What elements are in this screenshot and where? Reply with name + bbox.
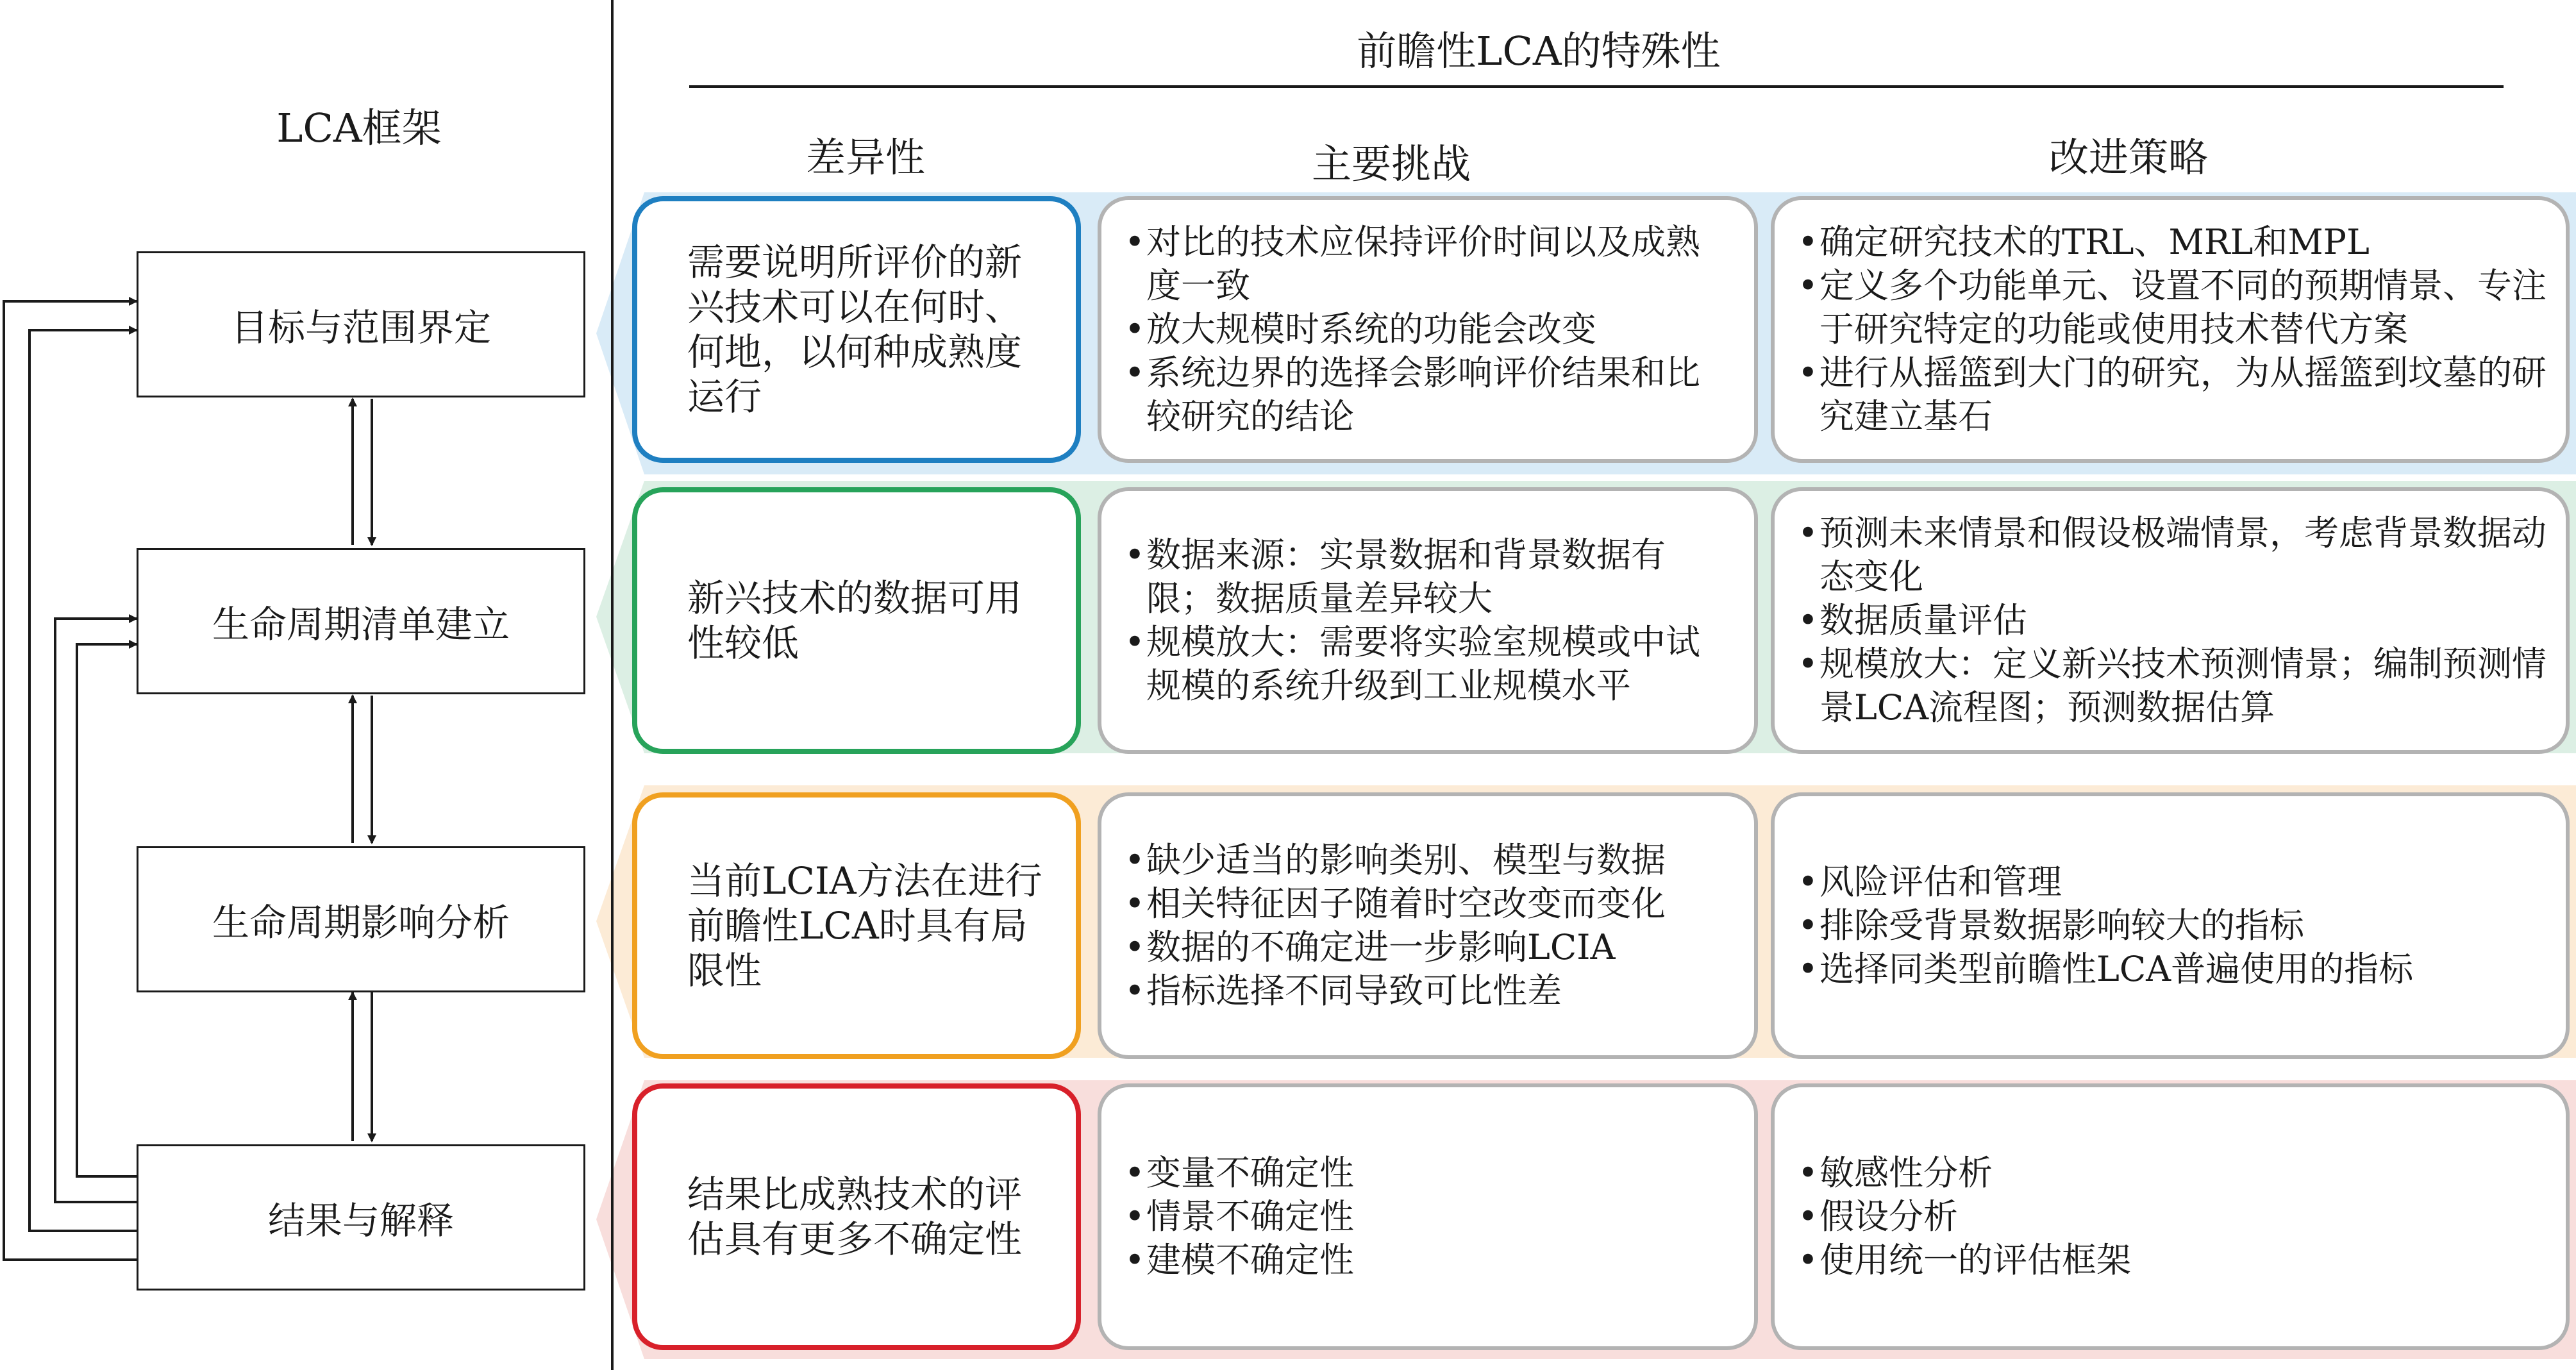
strategy-item: • 排除受背景数据影响较大的指标 [1798, 904, 2413, 948]
challenge-item: • 系统边界的选择会影响评价结果和比较研究的结论 [1125, 351, 1728, 439]
challenge-item: • 建模不确定性 [1125, 1239, 1354, 1282]
strategies-card-4 [1771, 1083, 2570, 1350]
stage-label: 目标与范围界定 [230, 306, 491, 349]
challenge-item: • 规模放大：需要将实验室规模或中试规模的系统升级到工业规模水平 [1125, 621, 1728, 708]
stage-label: 生命周期影响分析 [212, 901, 510, 944]
strategies-list [1798, 1151, 2131, 1282]
stage-label: 结果与解释 [267, 1199, 454, 1242]
challenge-item: • 缺少适当的影响类别、模型与数据 [1125, 839, 1666, 882]
strategy-item: • 敏感性分析 [1798, 1151, 2131, 1195]
strategies-card-1 [1771, 196, 2570, 463]
stage-interpretation [137, 1144, 585, 1291]
difference-card-3 [632, 792, 1081, 1059]
strategy-item: • 进行从摇篮到大门的研究，为从摇篮到坟墓的研究建立基石 [1798, 351, 2547, 439]
column-header-challenges: 主要挑战 [1311, 140, 1471, 187]
difference-text: 当前LCIA方法在进行前瞻性LCA时具有局限性 [687, 859, 1042, 992]
challenges-card-3 [1098, 792, 1758, 1059]
challenges-card-2 [1098, 487, 1758, 754]
challenges-list [1125, 533, 1728, 708]
strategies-card-2 [1771, 487, 2570, 754]
strategies-list [1798, 512, 2547, 730]
challenges-list [1125, 221, 1728, 439]
strategy-item: • 预测未来情景和假设极端情景，考虑背景数据动态变化 [1798, 512, 2547, 599]
column-header-difference: 差异性 [805, 134, 925, 181]
feedback-arrow-to-inventory-1 [55, 619, 137, 1202]
special-title: 前瞻性LCA的特殊性 [1357, 28, 1721, 74]
strategies-list [1798, 860, 2413, 991]
challenge-item: • 相关特征因子随着时空改变而变化 [1125, 882, 1666, 926]
strategy-item: • 选择同类型前瞻性LCA普遍使用的指标 [1798, 948, 2413, 991]
challenge-item: • 数据的不确定进一步影响LCIA [1125, 926, 1666, 969]
strategy-item: • 定义多个功能单元、设置不同的预期情景、专注于研究特定的功能或使用技术替代方案 [1798, 264, 2547, 351]
strategy-item: • 确定研究技术的TRL、MRL和MPL [1798, 221, 2547, 264]
strategy-item: • 规模放大：定义新兴技术预测情景；编制预测情景LCA流程图；预测数据估算 [1798, 642, 2547, 730]
stage-impact [137, 846, 585, 992]
difference-card-1 [632, 196, 1081, 463]
challenge-item: • 数据来源：实景数据和背景数据有限；数据质量差异较大 [1125, 533, 1728, 621]
framework-title: LCA框架 [276, 104, 442, 151]
difference-card-4 [632, 1083, 1081, 1350]
challenges-list [1125, 839, 1666, 1013]
column-header-strategies: 改进策略 [2048, 134, 2208, 181]
challenge-item: • 放大规模时系统的功能会改变 [1125, 308, 1728, 351]
challenges-card-4 [1098, 1083, 1758, 1350]
strategies-card-3 [1771, 792, 2570, 1059]
challenges-list [1125, 1151, 1354, 1282]
feedback-arrow-to-inventory-2 [77, 644, 137, 1176]
stage-goal-scope [137, 251, 585, 397]
feedback-arrow-to-goal-1 [4, 301, 137, 1260]
challenge-item: • 情景不确定性 [1125, 1195, 1354, 1239]
strategy-item: • 数据质量评估 [1798, 599, 2547, 642]
challenge-item: • 变量不确定性 [1125, 1151, 1354, 1195]
stage-label: 生命周期清单建立 [212, 603, 510, 646]
strategy-item: • 风险评估和管理 [1798, 860, 2413, 904]
strategies-list [1798, 221, 2547, 439]
challenges-card-1 [1098, 196, 1758, 463]
challenge-item: • 指标选择不同导致可比性差 [1125, 969, 1666, 1013]
difference-text: 结果比成熟技术的评估具有更多不确定性 [687, 1173, 1023, 1261]
challenge-item: • 对比的技术应保持评价时间以及成熟度一致 [1125, 221, 1728, 308]
feedback-arrow-to-goal-2 [29, 330, 137, 1231]
difference-text: 需要说明所评价的新兴技术可以在何时、何地，以何种成熟度运行 [687, 240, 1023, 419]
difference-text: 新兴技术的数据可用性较低 [687, 576, 1023, 665]
stage-inventory [137, 548, 585, 694]
difference-card-2 [632, 487, 1081, 754]
strategy-item: • 假设分析 [1798, 1195, 2131, 1239]
strategy-item: • 使用统一的评估框架 [1798, 1239, 2131, 1282]
